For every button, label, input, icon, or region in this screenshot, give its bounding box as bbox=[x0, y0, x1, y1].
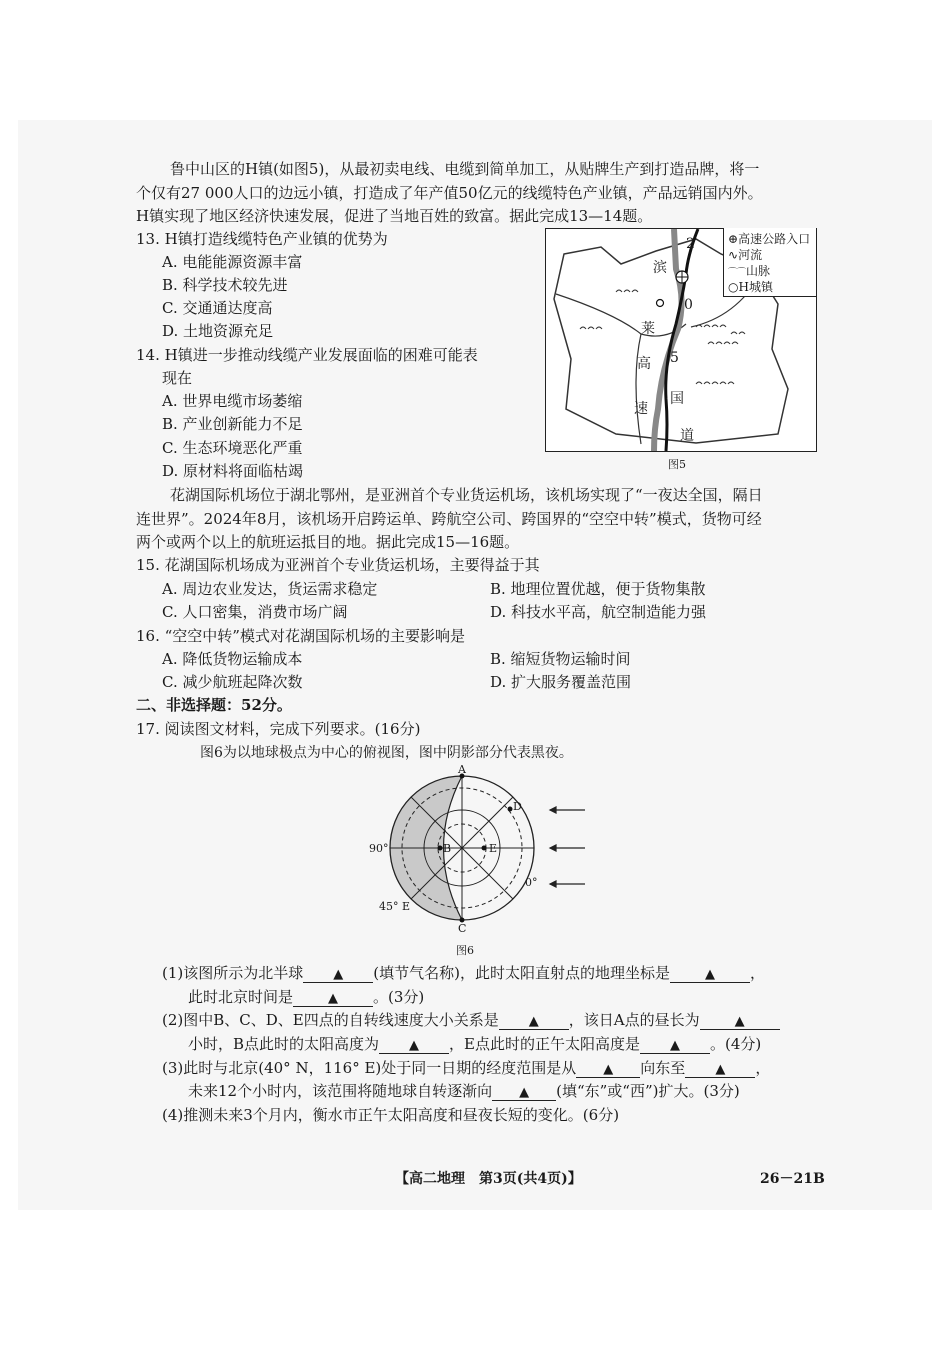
road-label-su: 速 bbox=[634, 401, 648, 417]
intro1-line2: 个仅有27 000人口的边远小镇，打造成了年产值50亿元的线缆特色产业镇，产品远销国内外。 bbox=[136, 184, 763, 202]
q16-option-a[interactable]: A. 降低货物运输成本 bbox=[162, 650, 303, 668]
answer-blank-2[interactable]: ▲ bbox=[670, 964, 750, 983]
fig6-label-e: E bbox=[489, 842, 498, 855]
figure5-caption: 图5 bbox=[668, 458, 686, 471]
town-icon: ○ bbox=[728, 280, 739, 294]
q17-part3-line1: (3)此时与北京(40° N，116° E)处于同一日期的经度范围是从 ▲ 向东至 ▲ ， bbox=[162, 1059, 771, 1077]
q15-option-a[interactable]: A. 周边农业发达，货运需求稳定 bbox=[162, 580, 378, 598]
section2-heading: 二、非选择题：52分。 bbox=[136, 696, 292, 714]
intro2-line3: 两个或两个以上的航班运抵目的地。据此完成15—16题。 bbox=[136, 533, 520, 551]
q16-option-c[interactable]: C. 减少航班起降次数 bbox=[162, 673, 303, 691]
q14-stem: 14. H镇进一步推动线缆产业发展面临的困难可能表 bbox=[136, 346, 478, 364]
q17-part2-line1: (2)图中B、C、D、E四点的自转线速度大小关系是 ▲ ，该日A点的昼长为 ▲ bbox=[162, 1009, 780, 1030]
intro2-line2: 连世界”。2024年8月，该机场开启跨运单、跨航空公司、跨国界的“空空中转”模式，货物可经 bbox=[136, 510, 762, 528]
page-footer-code: 26－21B bbox=[760, 1171, 825, 1187]
q14-option-b[interactable]: B. 产业创新能力不足 bbox=[162, 415, 303, 433]
point-b-marker bbox=[438, 846, 443, 851]
road-label-0: 0 bbox=[684, 297, 693, 313]
intro2-line1: 花湖国际机场位于湖北鄂州，是亚洲首个专业货运机场，该机场实现了“一夜达全国，隔日 bbox=[170, 486, 763, 504]
answer-blank-4[interactable]: ▲ bbox=[499, 1011, 569, 1030]
highway-entrance-icon: ⊕ bbox=[728, 232, 739, 246]
answer-blank-1[interactable]: ▲ bbox=[303, 964, 373, 983]
q17-part3-line2: 未来12个小时内，该范围将随地球自转逐渐向 ▲ (填“东”或“西”)扩大。(3分) bbox=[188, 1082, 740, 1100]
figure6-caption: 图6 bbox=[456, 944, 474, 957]
road-label-dao: 道 bbox=[680, 428, 694, 444]
river-icon: ∿ bbox=[728, 248, 739, 262]
q17-part4: (4)推测未来3个月内，衡水市正午太阳高度和昼夜长短的变化。(6分) bbox=[162, 1106, 620, 1124]
sunlight-arrows bbox=[550, 807, 585, 887]
q15-option-b[interactable]: B. 地理位置优越，便于货物集散 bbox=[490, 580, 706, 598]
h-town-marker bbox=[657, 300, 664, 307]
page-footer-center: 【高二地理 第3页(共4页)】 bbox=[395, 1171, 582, 1187]
legend-item-entrance: ⊕高速公路入口 bbox=[728, 232, 811, 246]
q13-stem: 13. H镇打造线缆特色产业镇的优势为 bbox=[136, 230, 388, 248]
road-label-gao: 高 bbox=[637, 356, 651, 372]
legend-item-mountain: ⌒⌒山脉 bbox=[728, 264, 771, 278]
road-label-bin: 滨 bbox=[653, 260, 667, 276]
q15-stem: 15. 花湖国际机场成为亚洲首个专业货运机场，主要得益于其 bbox=[136, 556, 540, 574]
q14-option-d[interactable]: D. 原材料将面临枯竭 bbox=[162, 462, 304, 480]
q15-option-d[interactable]: D. 科技水平高，航空制造能力强 bbox=[490, 603, 707, 621]
figure5-legend bbox=[723, 228, 816, 297]
road-label-2: 2 bbox=[686, 236, 695, 252]
q13-option-c[interactable]: C. 交通通达度高 bbox=[162, 299, 273, 317]
q14-option-c[interactable]: C. 生态环境恶化严重 bbox=[162, 439, 303, 457]
fig6-label-45e: 45° E bbox=[379, 900, 411, 913]
q16-option-b[interactable]: B. 缩短货物运输时间 bbox=[490, 650, 631, 668]
figure6-diagram bbox=[360, 762, 600, 942]
road-label-lai: 莱 bbox=[641, 321, 655, 337]
q17-description: 图6为以地球极点为中心的俯视图，图中阴影部分代表黑夜。 bbox=[200, 745, 573, 761]
answer-blank-9[interactable]: ▲ bbox=[685, 1059, 755, 1078]
point-d-marker bbox=[508, 807, 513, 812]
q13-option-a[interactable]: A. 电能能源资源丰富 bbox=[162, 253, 303, 271]
fig6-label-0: 0° bbox=[525, 876, 538, 889]
mountain-icon: ⌒⌒ bbox=[728, 268, 747, 278]
intro1-line1: 鲁中山区的H镇(如图5)，从最初卖电线、电缆到简单加工，从贴牌生产到打造品牌，将一 bbox=[170, 160, 760, 178]
q17-part2-line2: 小时，B点此时的太阳高度为 ▲ ，E点此时的正午太阳高度是 ▲ 。(4分) bbox=[188, 1035, 762, 1053]
legend-item-river: ∿河流 bbox=[728, 248, 763, 262]
answer-blank-8[interactable]: ▲ bbox=[576, 1059, 640, 1078]
q14-option-a[interactable]: A. 世界电缆市场萎缩 bbox=[162, 392, 303, 410]
q13-option-b[interactable]: B. 科学技术较先进 bbox=[162, 276, 288, 294]
road-label-guo: 国 bbox=[670, 391, 684, 407]
point-e-marker bbox=[482, 846, 487, 851]
intro1-line3: H镇实现了地区经济快速发展，促进了当地百姓的致富。据此完成13—14题。 bbox=[136, 207, 653, 225]
fig6-label-a: A bbox=[458, 763, 466, 776]
q17-part1-line2: 此时北京时间是 ▲ 。(3分) bbox=[188, 988, 425, 1006]
q17-stem: 17. 阅读图文材料，完成下列要求。(16分) bbox=[136, 720, 421, 738]
fig6-label-90: 90° bbox=[369, 842, 389, 855]
fig6-label-c: C bbox=[458, 922, 467, 935]
answer-blank-5[interactable]: ▲ bbox=[700, 1011, 780, 1030]
q16-option-d[interactable]: D. 扩大服务覆盖范围 bbox=[490, 673, 632, 691]
answer-blank-7[interactable]: ▲ bbox=[640, 1035, 710, 1054]
road-label-5: 5 bbox=[670, 350, 679, 366]
answer-blank-3[interactable]: ▲ bbox=[293, 988, 373, 1007]
q17-part1-line1: (1)该图所示为北半球 ▲ (填节气名称)，此时太阳直射点的地理坐标是 ▲ ， bbox=[162, 964, 765, 982]
q13-option-d[interactable]: D. 土地资源充足 bbox=[162, 322, 274, 340]
q16-stem: 16. “空空中转”模式对花湖国际机场的主要影响是 bbox=[136, 627, 465, 645]
fig6-label-d: D bbox=[513, 800, 522, 813]
legend-item-town: ○H城镇 bbox=[728, 280, 773, 294]
answer-blank-6[interactable]: ▲ bbox=[379, 1035, 449, 1054]
q14-stem-cont: 现在 bbox=[162, 369, 193, 387]
fig6-label-b: B bbox=[443, 842, 452, 855]
answer-blank-10[interactable]: ▲ bbox=[492, 1082, 556, 1101]
q15-option-c[interactable]: C. 人口密集，消费市场广阔 bbox=[162, 603, 348, 621]
